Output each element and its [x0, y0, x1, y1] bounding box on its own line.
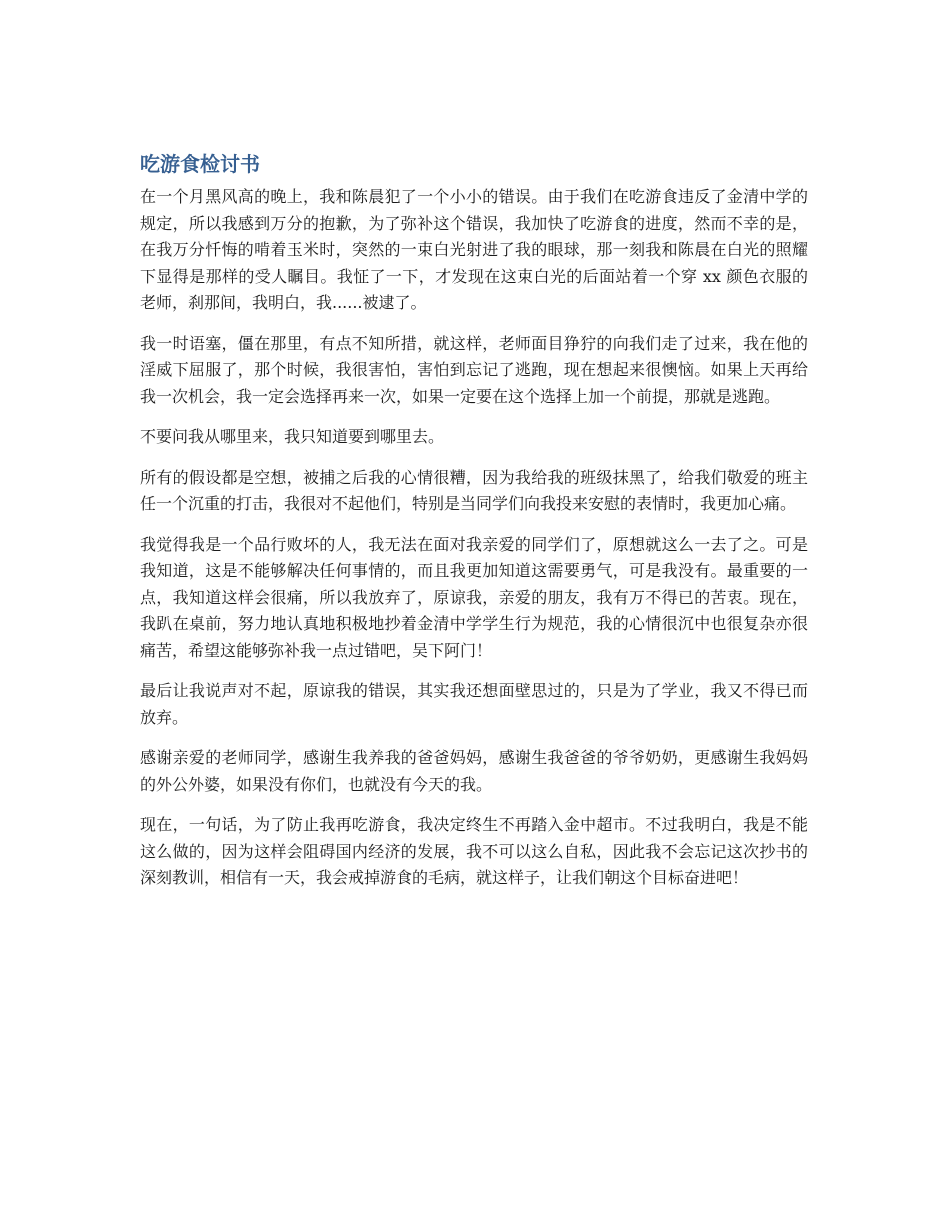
paragraph-7: 感谢亲爱的老师同学，感谢生我养我的爸爸妈妈，感谢生我爸爸的爷爷奶奶，更感谢生我妈妈的外公外婆，如果没有你们，也就没有今天的我。	[140, 748, 808, 794]
paragraph-2: 我一时语塞，僵在那里，有点不知所措，就这样，老师面目狰狞的向我们走了过来，我在他的淫威下屈服了，那个时候，我很害怕，害怕到忘记了逃跑，现在想起来很懊恼。如果上天再给我一次机会，我一定会选择再来一次，如果一定要在这个选择上加一个前提，那就是逃跑。	[140, 333, 808, 406]
paragraph-1: 在一个月黑风高的晚上，我和陈晨犯了一个小小的错误。由于我们在吃游食违反了金清中学的规定，所以我感到万分的抱歉，为了弥补这个错误，我加快了吃游食的进度，然而不幸的是，在我万分忏悔的啃着玉米时，突然的一束白光射进了我的眼球，那一刻我和陈晨在白光的照耀下显得是那样的受人瞩目。我怔了一下，才发现在这束白光的后面站着一个穿 xx 颜色衣服的老师，刹那间，我明白，我......被逮了。	[140, 187, 808, 312]
document-title: 吃游食检讨书	[140, 152, 260, 176]
paragraph-3: 不要问我从哪里来，我只知道要到哪里去。	[140, 427, 445, 446]
document-page	[140, 148, 808, 906]
paragraph-8: 现在，一句话，为了防止我再吃游食，我决定终生不再踏入金中超市。不过我明白，我是不能这么做的，因为这样会阻碍国内经济的发展，我不可以这么自私，因此我不会忘记这次抄书的深刻教训，相信有一天，我会戒掉游食的毛病，就这样子，让我们朝这个目标奋进吧！	[140, 815, 808, 887]
paragraph-5: 我觉得我是一个品行败坏的人，我无法在面对我亲爱的同学们了，原想就这么一去了之。可是我知道，这是不能够解决任何事情的，而且我更加知道这需要勇气，可是我没有。最重要的一点，我知道这样会很痛，所以我放弃了，原谅我，亲爱的朋友，我有万不得已的苦衷。现在，我趴在桌前，努力地认真地积极地抄着金清中学学生行为规范，我的心情很沉中也很复杂亦很痛苦，希望这能够弥补我一点过错吧，吴下阿门！	[140, 534, 808, 660]
paragraph-4: 所有的假设都是空想，被捕之后我的心情很糟，因为我给我的班级抹黑了，给我们敬爱的班主任一个沉重的打击，我很对不起他们，特别是当同学们向我投来安慰的表情时，我更加心痛。	[140, 467, 808, 513]
paragraph-6: 最后让我说声对不起，原谅我的错误，其实我还想面壁思过的，只是为了学业，我又不得已而放弃。	[140, 681, 808, 727]
